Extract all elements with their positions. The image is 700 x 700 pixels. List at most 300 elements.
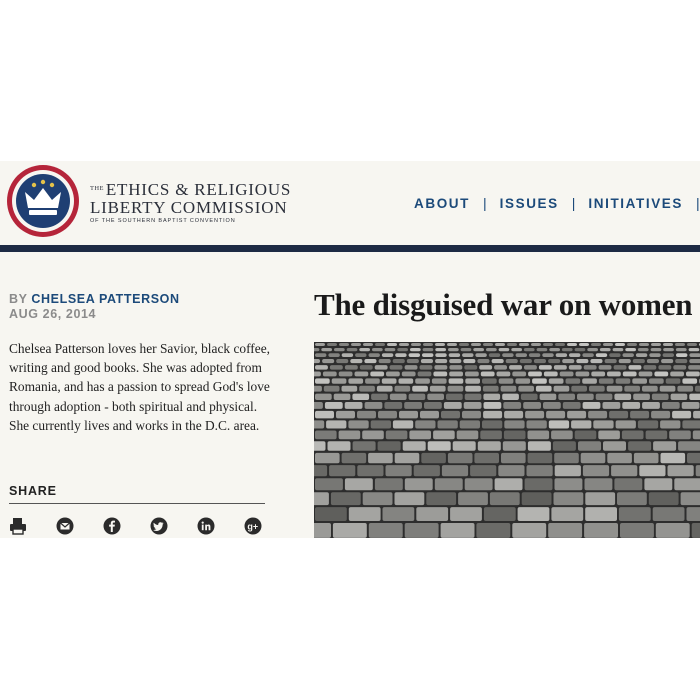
cobblestone (490, 492, 520, 505)
cobblestone (334, 348, 345, 351)
cobblestone (525, 478, 553, 490)
cobblestone (386, 465, 412, 476)
cobblestone (630, 411, 649, 419)
cobblestone (315, 365, 328, 370)
cobblestone (660, 386, 676, 392)
cobblestone (315, 378, 330, 383)
cobblestone (315, 343, 325, 346)
cobblestone (422, 353, 433, 357)
cobblestone (375, 365, 388, 370)
cobblestone (585, 478, 613, 490)
cobblestone (353, 441, 376, 451)
cobblestone (554, 492, 584, 505)
cobblestone (696, 465, 700, 476)
cobblestone (448, 386, 464, 392)
cobblestone (460, 420, 480, 428)
cobblestone (446, 394, 463, 400)
cobblestone (342, 453, 367, 463)
cobblestone (375, 478, 403, 490)
cobblestone (314, 492, 329, 505)
cobblestone (674, 478, 700, 490)
cobblestone (584, 523, 618, 538)
cobblestone (556, 353, 567, 357)
cobblestone (682, 402, 700, 409)
cobblestone (634, 453, 659, 463)
cobblestone (663, 343, 673, 346)
erlc-seal-logo[interactable] (6, 164, 80, 238)
cobblestone (435, 359, 447, 363)
cobblestone (483, 343, 493, 346)
nav-issues[interactable]: ISSUES (499, 195, 559, 211)
nav-separator: | (696, 195, 700, 211)
cobblestone (543, 402, 561, 409)
cobblestone (314, 372, 321, 377)
cobblestone (410, 348, 421, 351)
cobblestone (475, 353, 486, 357)
cobblestone (577, 394, 594, 400)
cobblestone (675, 359, 687, 363)
cobblestone (498, 465, 524, 476)
cobblestone (474, 453, 499, 463)
cobblestone (600, 348, 611, 351)
cobblestone (660, 420, 680, 428)
cobblestone (624, 386, 640, 392)
cobblestone (562, 348, 573, 351)
cobblestone (502, 394, 519, 400)
byline (9, 292, 180, 306)
cobblestone (596, 394, 613, 400)
cobblestone (336, 411, 355, 419)
crown-seal-icon (6, 164, 80, 238)
cobblestone (336, 359, 348, 363)
cobblestone (566, 378, 581, 383)
cobblestone (450, 507, 482, 521)
cobblestone (646, 431, 668, 440)
cobblestone (462, 411, 481, 419)
cobblestone (369, 353, 380, 357)
nav-separator: | (571, 195, 576, 211)
cobblestone (607, 372, 621, 377)
cobblestone (379, 359, 391, 363)
cobblestone (502, 353, 513, 357)
cobblestone (397, 348, 408, 351)
cobblestone (428, 441, 451, 451)
cobblestone (587, 348, 598, 351)
cobblestone (525, 411, 544, 419)
cobblestone (345, 402, 363, 409)
cobblestone (692, 523, 700, 538)
cobblestone (554, 386, 570, 392)
cobblestone (544, 372, 558, 377)
cobblestone (386, 372, 400, 377)
cobblestone (423, 348, 434, 351)
cobblestone (673, 365, 686, 370)
cobblestone (519, 343, 529, 346)
cobblestone (567, 411, 586, 419)
cobblestone (518, 507, 550, 521)
cobblestone (323, 372, 337, 377)
cobblestone (449, 359, 461, 363)
cobblestone (484, 402, 502, 409)
cobblestone (411, 343, 421, 346)
cobblestone (483, 386, 499, 392)
cobblestone (418, 372, 432, 377)
cobblestone (687, 507, 700, 521)
google-plus-icon[interactable] (244, 517, 262, 535)
cobblestone (328, 353, 339, 357)
cobblestone (355, 372, 369, 377)
cobblestone (638, 420, 658, 428)
cobblestone (349, 507, 381, 521)
author-link[interactable]: CHELSEA PATTERSON (31, 292, 180, 306)
facebook-icon[interactable] (103, 517, 121, 535)
cobblestone (329, 465, 355, 476)
cobblestone (384, 402, 402, 409)
cobblestone (576, 372, 590, 377)
cobblestone (315, 411, 334, 419)
cobblestone (351, 343, 361, 346)
cobblestone (314, 348, 319, 351)
cobblestone (416, 507, 448, 521)
cobblestone (581, 453, 606, 463)
cobblestone (442, 465, 468, 476)
cobblestone (330, 365, 343, 370)
cobblestone (607, 453, 632, 463)
cobblestone (555, 465, 581, 476)
cobblestone (458, 492, 488, 505)
cobblestone (486, 348, 497, 351)
header-divider (0, 245, 700, 252)
cobblestone (506, 359, 518, 363)
cobblestone (649, 378, 664, 383)
cobblestone (415, 420, 435, 428)
cobblestone (314, 386, 322, 392)
cobblestone (682, 378, 697, 383)
cobblestone (448, 348, 459, 351)
cobblestone (524, 348, 535, 351)
cobblestone (585, 507, 617, 521)
cobblestone (616, 378, 631, 383)
cobblestone (492, 359, 504, 363)
cobblestone (619, 359, 631, 363)
cobblestone (407, 359, 419, 363)
cobblestone (326, 420, 346, 428)
cobblestone (409, 353, 420, 357)
cobblestone (543, 343, 553, 346)
cobblestone (619, 507, 651, 521)
cobblestone (449, 365, 462, 370)
cobblestone (551, 431, 573, 440)
cobblestone (571, 420, 591, 428)
cobblestone (518, 386, 534, 392)
cobblestone (438, 420, 458, 428)
cobblestone (672, 411, 691, 419)
cobblestone (516, 353, 527, 357)
cobblestone (350, 359, 362, 363)
cobblestone (582, 353, 593, 357)
cobblestone (352, 394, 369, 400)
linkedin-icon[interactable] (197, 517, 215, 535)
cobblestone (529, 353, 540, 357)
cobblestone (390, 394, 407, 400)
cobblestone (347, 348, 358, 351)
cobblestone (549, 348, 560, 351)
cobblestone (576, 359, 588, 363)
cobblestone (599, 378, 614, 383)
cobblestone (536, 386, 552, 392)
cobblestone (402, 372, 416, 377)
cobblestone (689, 353, 700, 357)
cobblestone (322, 359, 334, 363)
publish-date: AUG 26, 2014 (9, 307, 97, 321)
cobblestone (528, 372, 542, 377)
cobblestone (591, 372, 605, 377)
cobblestone (651, 343, 661, 346)
cobblestone (676, 353, 687, 357)
cobblestone (331, 492, 361, 505)
cobblestone (365, 378, 380, 383)
cobblestone (633, 359, 645, 363)
cobblestone (575, 348, 586, 351)
cobblestone (315, 453, 340, 463)
cobblestone (639, 465, 665, 476)
brand-line-1-main: ETHICS & RELIGIOUS (105, 180, 292, 199)
cobblestone (554, 453, 579, 463)
cobblestone (333, 523, 367, 538)
cobblestone (686, 372, 700, 377)
cobblestone (360, 365, 373, 370)
brand-prefix: THE (90, 185, 104, 192)
share-icons (9, 517, 269, 537)
cobblestone (362, 431, 384, 440)
cobblestone (503, 402, 521, 409)
cobblestone (359, 386, 375, 392)
cobblestone (482, 378, 497, 383)
cobblestone (404, 402, 422, 409)
brand-line-2: LIBERTY COMMISSION (90, 198, 288, 217)
cobblestone (444, 402, 462, 409)
cobblestone (378, 441, 401, 451)
cobblestone (395, 386, 411, 392)
cobblestone (537, 348, 548, 351)
cobblestone (315, 507, 347, 521)
cobblestone (551, 507, 583, 521)
cobblestone (483, 411, 502, 419)
cobblestone (609, 411, 628, 419)
cobblestone (651, 348, 662, 351)
cobblestone (593, 420, 613, 428)
cobblestone (582, 378, 597, 383)
cobblestone (414, 465, 440, 476)
cobblestone (395, 492, 425, 505)
cobblestone (504, 411, 523, 419)
cobblestone (435, 353, 446, 357)
cobblestone (616, 420, 636, 428)
cobblestone (412, 386, 428, 392)
email-icon[interactable] (56, 517, 74, 535)
cobblestone (465, 478, 493, 490)
cobblestone (546, 411, 565, 419)
cobblestone (596, 353, 607, 357)
print-icon[interactable] (9, 517, 27, 535)
cobblestone (681, 492, 700, 505)
cobblestone (470, 465, 496, 476)
cobblestone (614, 365, 627, 370)
cobblestone (399, 411, 418, 419)
cobblestone (369, 523, 403, 538)
cobblestone (605, 359, 617, 363)
cobblestone (632, 378, 647, 383)
cobblestone (569, 353, 580, 357)
cobblestone (495, 478, 523, 490)
cobblestone (522, 492, 552, 505)
cobblestone (653, 441, 676, 451)
cobblestone (512, 523, 546, 538)
cobblestone (342, 353, 353, 357)
cobblestone (562, 359, 574, 363)
cobblestone (321, 348, 332, 351)
cobblestone (457, 431, 479, 440)
cobblestone (315, 478, 343, 490)
cobblestone (390, 365, 403, 370)
cobblestone (427, 394, 444, 400)
cobblestone-street-image (314, 342, 700, 538)
cobblestone (583, 465, 609, 476)
cobblestone (476, 523, 510, 538)
cobblestone (511, 348, 522, 351)
cobblestone (542, 353, 553, 357)
cobblestone (405, 478, 433, 490)
cobblestone (629, 365, 642, 370)
cobblestone (677, 386, 693, 392)
cobblestone (328, 441, 351, 451)
cobblestone (523, 402, 541, 409)
cobblestone (583, 402, 601, 409)
cobblestone (409, 394, 426, 400)
cobblestone (627, 343, 637, 346)
cobblestone (575, 431, 597, 440)
cobblestone (371, 394, 388, 400)
cobblestone (483, 394, 500, 400)
cobblestone (441, 523, 475, 538)
cobblestone (499, 348, 510, 351)
cobblestone (386, 431, 408, 440)
cobblestone (687, 343, 697, 346)
cobblestone (420, 411, 439, 419)
cobblestone (563, 402, 581, 409)
cobblestone (598, 431, 620, 440)
cobblestone (339, 343, 349, 346)
cobblestone (363, 343, 373, 346)
cobblestone (549, 420, 569, 428)
cobblestone (421, 453, 446, 463)
cobblestone (449, 353, 460, 357)
brand-wordmark[interactable] (90, 180, 291, 226)
cobblestone (661, 359, 673, 363)
cobblestone (528, 453, 553, 463)
cobblestone (569, 365, 582, 370)
cobblestone (687, 453, 700, 463)
cobblestone (636, 353, 647, 357)
cobblestone (499, 378, 514, 383)
cobblestone (512, 372, 526, 377)
cobblestone (461, 348, 472, 351)
cobblestone (653, 507, 685, 521)
cobblestone (372, 348, 383, 351)
cobblestone (649, 353, 660, 357)
cobblestone (409, 431, 431, 440)
cobblestone (387, 343, 397, 346)
cobblestone (464, 402, 482, 409)
cobblestone (324, 386, 340, 392)
cobblestone (432, 378, 447, 383)
cobblestone (654, 372, 668, 377)
cobblestone (693, 431, 700, 440)
cobblestone (501, 453, 526, 463)
cobblestone (348, 420, 368, 428)
cobblestone (520, 359, 532, 363)
cobblestone (603, 441, 626, 451)
twitter-icon[interactable] (150, 517, 168, 535)
nav-about[interactable]: ABOUT (414, 195, 470, 211)
cobblestone (609, 353, 620, 357)
cobblestone (471, 343, 481, 346)
brand-line-1 (90, 180, 291, 198)
cobblestone (503, 441, 526, 451)
cobblestone (695, 386, 700, 392)
cobblestone (345, 478, 373, 490)
cobblestone (507, 343, 517, 346)
cobblestone (481, 372, 495, 377)
cobblestone (382, 378, 397, 383)
cobblestone (589, 386, 605, 392)
cobblestone (478, 441, 501, 451)
cobblestone (531, 343, 541, 346)
cobblestone (477, 359, 489, 363)
cobblestone (378, 411, 397, 419)
cobblestone (314, 359, 320, 363)
cobblestone (607, 386, 623, 392)
cobblestone (620, 523, 654, 538)
cobblestone (364, 359, 376, 363)
cobblestone (656, 523, 690, 538)
cobblestone (459, 343, 469, 346)
cobblestone (614, 394, 631, 400)
cobblestone (424, 402, 442, 409)
cobblestone (515, 378, 530, 383)
cobblestone (527, 420, 547, 428)
cobblestone (639, 343, 649, 346)
cobblestone (433, 372, 447, 377)
cobblestone (689, 359, 700, 363)
cobblestone (495, 343, 505, 346)
cobblestone (494, 365, 507, 370)
nav-initiatives[interactable]: INITIATIVES (588, 195, 684, 211)
cobblestone (614, 478, 642, 490)
cobblestone (405, 365, 418, 370)
cobblestone (521, 394, 538, 400)
cobblestone (625, 348, 636, 351)
byline-prefix: BY (9, 292, 28, 306)
cobblestone (314, 523, 331, 538)
cobblestone (603, 402, 621, 409)
cobblestone (504, 420, 524, 428)
cobblestone (314, 465, 327, 476)
cobblestone (666, 378, 681, 383)
cobblestone (642, 402, 660, 409)
share-heading: SHARE (9, 484, 57, 498)
cobblestone (560, 372, 574, 377)
